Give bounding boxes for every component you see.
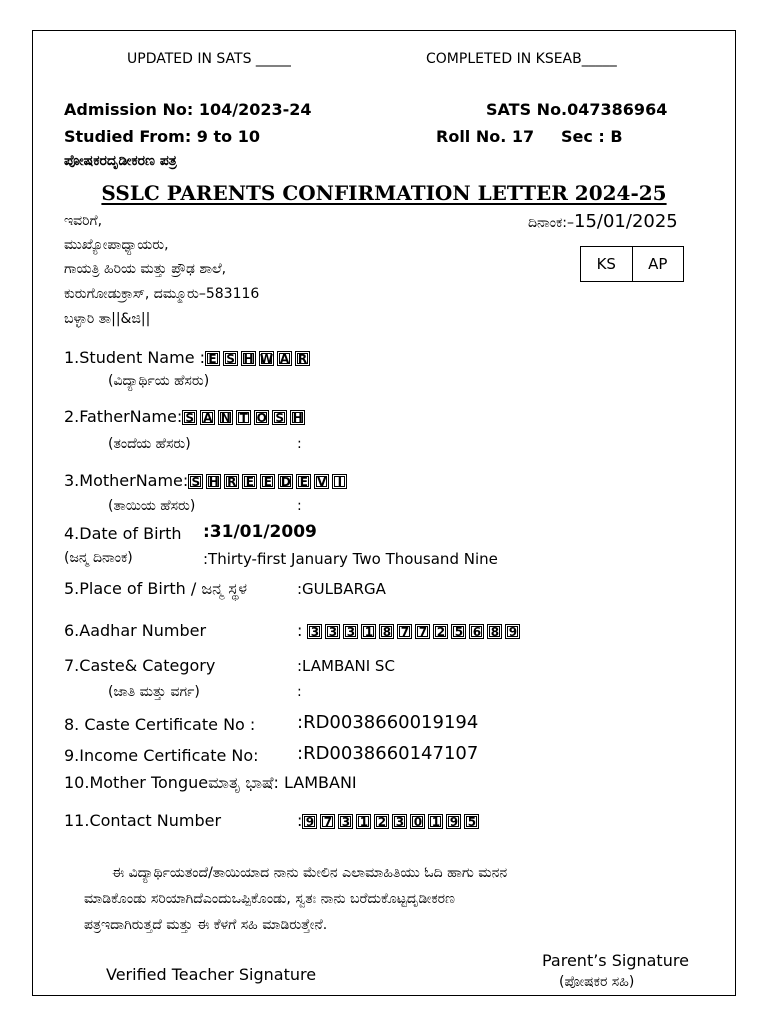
declaration-paragraph [84,860,704,938]
father-name-label: 2.FatherName: [64,407,183,426]
aadhar-digit-box: 6 [469,624,484,639]
aadhar-digit-box: 8 [379,624,394,639]
student-name-char-box: R [295,351,310,366]
declaration-line-1: ಈ ವಿದ್ಯಾರ್ಥಿಯತಂದೆ/ತಾಯಿಯಾದ ನಾನು ಮೇಲಿನ ಎಲಾಮಾಹಿತಿಯು ಓದಿ ಹಾಗು ಮನನ [112,865,508,881]
aadhar-digit-box: 9 [505,624,520,639]
caste-label: 7.Caste& Category [64,656,216,675]
contact-digit-box: 3 [338,814,353,829]
contact-digit-box: 1 [356,814,371,829]
address-line-3: ಗಾಯತ್ರಿ ಹಿರಿಯ ಮತ್ತು ಪ್ರೌಢ ಶಾಲೆ, [64,261,227,277]
aadhar-digit-box: 3 [325,624,340,639]
father-name-char-box: S [272,410,287,425]
father-name-kannada: (ತಂದೆಯ ಹೆಸರು) [108,436,191,452]
parent-signature-label: Parent’s Signature [542,951,689,970]
admission-number: Admission No: 104/2023-24 [64,100,312,119]
father-name-char-box: N [218,410,233,425]
mother-name-label: 3.MotherName: [64,471,189,490]
contact-digit-box: 7 [320,814,335,829]
father-name-char-box: T [236,410,251,425]
aadhar-digit-box: 1 [361,624,376,639]
initials-ks: KS [596,255,616,273]
aadhar-digit-box: 3 [307,624,322,639]
father-name-colon: : [297,436,302,452]
studied-from: Studied From: 9 to 10 [64,127,260,146]
declaration-line-2: ಮಾಡಿಕೊಂಡು ಸರಿಯಾಗಿದೆಎಂದುಒಪ್ಪಿಕೊಂಡು, ಸ್ವತಃ ನಾನು ಬರೆದುಕೊಟ್ಟದೃಡೀಕರಣ [84,891,455,907]
father-name-char-box: A [200,410,215,425]
aadhar-digit-box: 7 [397,624,412,639]
mother-name-boxes [188,474,347,489]
initials-box [580,246,684,282]
teacher-signature-label: Verified Teacher Signature [106,965,317,984]
mother-name-char-box: H [206,474,221,489]
address-line-2: ಮುಖ್ಯೋಪಾಧ್ಯಾಯರು, [64,237,169,253]
father-name-char-box: O [254,410,269,425]
sats-number: SATS No.047386964 [486,100,668,119]
dob-words: :Thirty-first January Two Thousand Nine [203,550,498,568]
aadhar-digit-box: 5 [451,624,466,639]
mother-name-row [64,471,347,490]
mother-name-char-box: D [278,474,293,489]
contact-label: 11.Contact Number [64,811,222,830]
initials-ap: AP [632,247,684,281]
father-name-char-box: S [182,410,197,425]
date-value: 15/01/2025 [574,211,678,232]
place-of-birth-value: :GULBARGA [297,580,386,598]
student-name-char-box: S [223,351,238,366]
date-label: ದಿನಾಂಕ:– [528,215,574,231]
declaration-line-3: ಪತ್ರಇದಾಗಿರುತ್ತದೆ ಮತ್ತು ಈ ಕೆಳಗೆ ಸಹಿ ಮಾಡಿರುತ್ತೇನೆ. [84,917,328,933]
date [528,211,678,232]
mother-name-kannada: (ತಾಯಿಯ ಹೆಸರು) [108,498,196,514]
completed-in-kseab-label: COMPLETED IN KSEAB_____ [426,51,617,67]
aadhar-digit-box: 3 [343,624,358,639]
parent-signature-kannada: (ಪೋಷಕರ ಸಹಿ) [559,974,635,990]
kannada-heading: ಪೋಷಕರದೃಡೀಕರಣ ಪತ್ರ [64,153,177,169]
contact-boxes [302,814,479,829]
mother-name-char-box: R [224,474,239,489]
contact-digit-box: 9 [302,814,317,829]
mother-name-char-box: E [296,474,311,489]
father-name-char-box: H [290,410,305,425]
mother-name-char-box: E [242,474,257,489]
dob-kannada: (ಜನ್ಮ ದಿನಾಂಕ) [64,550,133,566]
place-of-birth-label: 5.Place of Birth / ಜನ್ಮ ಸ್ಥಳ [64,579,248,598]
contact-colon: : [297,811,303,830]
student-name-char-box: W [259,351,274,366]
dob-value: :31/01/2009 [203,522,317,542]
aadhar-colon: : [297,621,303,640]
aadhar-label: 6.Aadhar Number [64,621,207,640]
contact-digit-box: 3 [392,814,407,829]
student-name-char-box: H [241,351,256,366]
mother-name-char-box: S [188,474,203,489]
student-name-row [64,348,310,367]
mother-name-char-box: I [332,474,347,489]
updated-in-sats-label: UPDATED IN SATS _____ [127,51,291,67]
caste-value: :LAMBANI SC [297,657,395,675]
student-name-char-box: A [277,351,292,366]
contact-digit-box: 9 [446,814,461,829]
aadhar-boxes [307,624,520,639]
caste-certificate-value: :RD0038660019194 [297,712,479,733]
caste-certificate-label: 8. Caste Certificate No : [64,715,256,734]
father-name-boxes [182,410,305,425]
student-name-boxes [205,351,310,366]
student-name-label: 1.Student Name : [64,348,206,367]
student-name-kannada: (ವಿದ್ಯಾರ್ಥಿಯ ಹೆಸರು) [108,373,210,389]
father-name-row [64,407,305,426]
contact-digit-box: 1 [428,814,443,829]
contact-digit-box: 2 [374,814,389,829]
mother-name-char-box: E [260,474,275,489]
caste-colon: : [297,684,302,700]
aadhar-digit-box: 2 [433,624,448,639]
mother-tongue: 10.Mother Tongueಮಾತೃ ಭಾಷೆ: LAMBANI [64,773,357,792]
aadhar-row [297,621,520,640]
income-certificate-value: :RD0038660147107 [297,743,479,764]
mother-name-colon: : [297,498,302,514]
roll-number: Roll No. 17 [436,127,535,146]
aadhar-digit-box: 8 [487,624,502,639]
contact-digit-box: 0 [410,814,425,829]
section: Sec : B [561,127,623,146]
contact-digit-box: 5 [464,814,479,829]
address-line-5: ಬಳ್ಳಾರಿ ತಾ||&ಜಿ|| [64,311,151,327]
mother-name-char-box: V [314,474,329,489]
caste-kannada: (ಜಾತಿ ಮತ್ತು ವರ್ಗ) [108,684,200,700]
student-name-char-box: E [205,351,220,366]
letter-title: SSLC PARENTS CONFIRMATION LETTER 2024-25 [101,181,667,205]
dob-label: 4.Date of Birth [64,524,182,543]
aadhar-digit-box: 7 [415,624,430,639]
income-certificate-label: 9.Income Certificate No: [64,746,259,765]
address-line-4: ಕುರುಗೋಡುಕ್ರಾಸ್, ದಮ್ಮೂರು–583116 [64,286,260,302]
contact-row [297,811,479,830]
address-line-1: ಇವರಿಗೆ, [64,213,103,229]
